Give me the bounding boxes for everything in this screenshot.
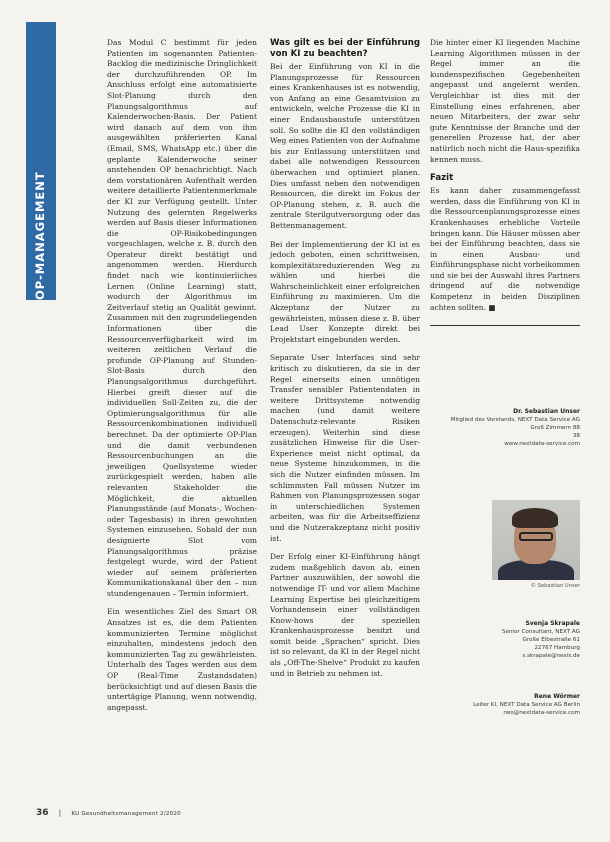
- end-mark: ■: [488, 302, 496, 312]
- author-line: Groß Zimmern 88: [530, 425, 580, 431]
- footer-separator: |: [58, 809, 62, 817]
- paragraph: Die hinter einer KI liegenden Machine Learning Algorithmen müssen in der Regel immer an die kundenspezifischen Gegebenheiten angepasst und angelernt werden. Vergleichbar ist dies mit der Einstellung eines erfahrenen, aber neuen Mitarbeiters, der zwar sehr gute Kenntnisse der Branche und der generellen Prozesse hat, der aber natürlich noch nicht die Haus-spezifika kennen muss.: [430, 38, 580, 164]
- author-line: s.skrapale@nexis.de: [522, 653, 580, 659]
- paragraph: Bei der Implementierung der KI ist es jedoch geboten, einen schrittweisen, komplexitätsreduzierenden Weg zu wählen und hierbei die Wahrscheinlichkeit einer erfolgreichen Einführung zu maximieren. Um die Akzeptanz der Nutzer zu gewährleisten, müssen diese z. B. über Lead User Konzepte direkt bei Projektstart eingebunden werden.: [270, 239, 420, 344]
- author-name: Rene Wörmer: [534, 693, 580, 700]
- section-heading: Was gilt es bei der Einführung von KI zu beachten?: [270, 38, 420, 59]
- author-line: Senior Consultant, NEXT AG: [501, 629, 580, 635]
- paragraph: Ein wesentliches Ziel des Smart OR Ansatzes ist es, die dem Patienten kommunizierten Termine möglichst einzuhalten, mindestens jedoch den kommunizierten Tag zu gewährleisten. Unterhalb des Tages werden aus dem OP (Real-Time Zustandsdaten) berücksichtigt und auf diesen Basis die untertägige Planung, wenn notwendig, angepasst.: [107, 607, 257, 712]
- fazit-text: Es kann daher zusammengefasst werden, dass die Einführung von KI in die Ressourcenplanungsprozesse eines Krankenhauses erhebliche Vorteile bringen kann. Die Häuser müssen aber bei der Einführung beachten, dass sie in einen Ausbau- und Einführungsphase nicht vorbeikommen und sie bei der Auswahl ihres Partners dringend auf die notwendige Kompetenz in beiden Disziplinen achten sollten.: [430, 186, 580, 312]
- fazit-heading: Fazit: [430, 173, 454, 184]
- author-name: Dr. Sebastian Unser: [513, 408, 580, 415]
- divider: [430, 325, 580, 326]
- author-line: 22767 Hamburg: [534, 645, 580, 651]
- column-1: [107, 38, 257, 721]
- photo-hair: [512, 508, 558, 528]
- fazit-paragraph: [430, 186, 580, 313]
- author-photo: [492, 500, 580, 580]
- column-2: [270, 38, 420, 687]
- author-1: [430, 408, 580, 448]
- photo-glasses: [519, 532, 553, 541]
- column-3: [430, 38, 580, 334]
- author-line: Leiter KI, NEXT Data Service AG Berlin: [473, 702, 580, 708]
- author-line: Mitglied des Vorstands, NEXT Data Service AG: [450, 417, 580, 423]
- author-2: [430, 620, 580, 660]
- paragraph: Der Erfolg einer KI-Einführung hängt zudem maßgeblich davon ab, einen Partner auszuwählen, der sowohl die notwendige IT- und vor allem Machine Learning Expertise bei gleichzeitigem Vorhandensein einer vollständigen Know-hows der speziellen Krankenhausprozesse besitzt und somit beide „Sprachen“ spricht. Dies ist so relevant, da KI in der Regel nicht als „Off-The-Shelve“ Produkt zu kaufen und in Betrieb zu nehmen ist.: [270, 552, 420, 678]
- page-number: 36: [36, 808, 49, 818]
- author-name: Svenja Skrapale: [525, 620, 580, 627]
- author-line: Große Elbestraße 61: [522, 637, 580, 643]
- section-label: OP-MANAGEMENT: [33, 171, 47, 300]
- author-line: 38: [572, 433, 580, 439]
- page-footer: [36, 808, 181, 818]
- author-3: [430, 693, 580, 717]
- paragraph: Bei der Einführung von KI in die Planungsprozesse für Ressourcen eines Krankenhauses ist es notwendig, von Anfang an eine Gesamtvision zu entwickeln, welche Prozesse die KI in einer Endausbaustufe unterstützen soll. So sollte die KI den vollständigen Weg eines Patienten von der Aufnahme bis zur Entlassung unterstützen und dabei alle notwendigen Ressourcen überwachen und optimiert planen. Dies umfasst neben den notwendigen Ressourcen, die direkt im Fokus der OP-Planung stehen, z. B. auch die zentrale Sterilgutversorgung oder das Bettenmanagement.: [270, 62, 420, 230]
- photo-credit: © Sebastian Unser: [530, 583, 580, 589]
- publication-name: KU Gesundheitsmanagement 2/2020: [71, 811, 181, 817]
- paragraph: Das Modul C bestimmt für jeden Patienten im sogenannten Patienten-Backlog die medizinische Dringlichkeit der durchzuführenden OP. Im Anschluss erfolgt eine automatisierte Slot-Planung durch den Planungsalgorithmus auf Kalenderwochen-Basis. Der Patient wird danach auf dem von ihm ausgewählten präferierten Kanal (Email, SMS, WhatsApp etc.) über die geplante Kalenderwoche seiner anstehenden OP benachrichtigt. Nach dem vorstationären Aufenthalt werden weitere detaillierte Patientenmerkmale der KI zur Verfügung gestellt. Unter Nutzung des gelernten Regelwerks werden auf Basis dieser Informationen die OP-Risikobedingungen vorgeschlagen, welche z. B. durch den Operateur direkt bestätigt und angenommen werden. Hierdurch findet nach wie kontinuierliches Lernen (Online Learning) statt, wodurch der Algorithmus im Zeitverlauf stetig an Qualität gewinnt. Zusammen mit den zugrundeliegenden Informationen über die Ressourcenverfügbarkeit wird im weiteren zeitlichen Verlauf die profunde OP-Planung auf Stunden-Slot-Basis durch den Planungsalgorithmus durchgeführt. Hierbei greift dieser auf die individuellen Soll-Zeiten zu, die der Optimierungsalgorithmus für alle Ressourcenkombinationen individuell berechnet. Da der optimierte OP-Plan und die damit verbundenen Ressourcenbuchungen an die jeweiligen Quellsysteme wieder zurückgespielt werden, haben alle relevanten Stakeholder die Möglichkeit, die aktuellen Planungsstände (auf Monats-, Wochen- oder Tagesbasis) in ihren gewohnten Systemen einzusehen. Sobald der nun designierte Slot vom Planungsalgorithmus präzise festgelegt wurde, wird der Patient wieder auf seinem präferierten Kommunikationskanal über den – nun stundengenauen – Termin informiert.: [107, 38, 257, 598]
- paragraph: Separate User Interfaces sind sehr kritisch zu diskutieren, da sie in der Regel einerseits einen unnötigen Transfer sensibler Patientendaten in weitere Drittsysteme notwendig machen (und damit weitere Datenschutz-relevante Risiken erzeugen). Weiterhin sind diese zusätzlichen Hinweise für die User-Experience meist nicht optimal, da neue Systeme hinzukommen, in die sich die Nutzer einfinden müssen. Im schlimmsten Fall müssen Nutzer im Rahmen von Planungsprozessen sogar in unterschiedlichen Systemen arbeiten, was für die Arbeitseffizienz und die Nutzerakzeptanz nicht positiv ist.: [270, 353, 420, 543]
- author-line: rwo@nextdata-service.com: [503, 710, 580, 716]
- author-line: www.nextdata-service.com: [504, 441, 580, 447]
